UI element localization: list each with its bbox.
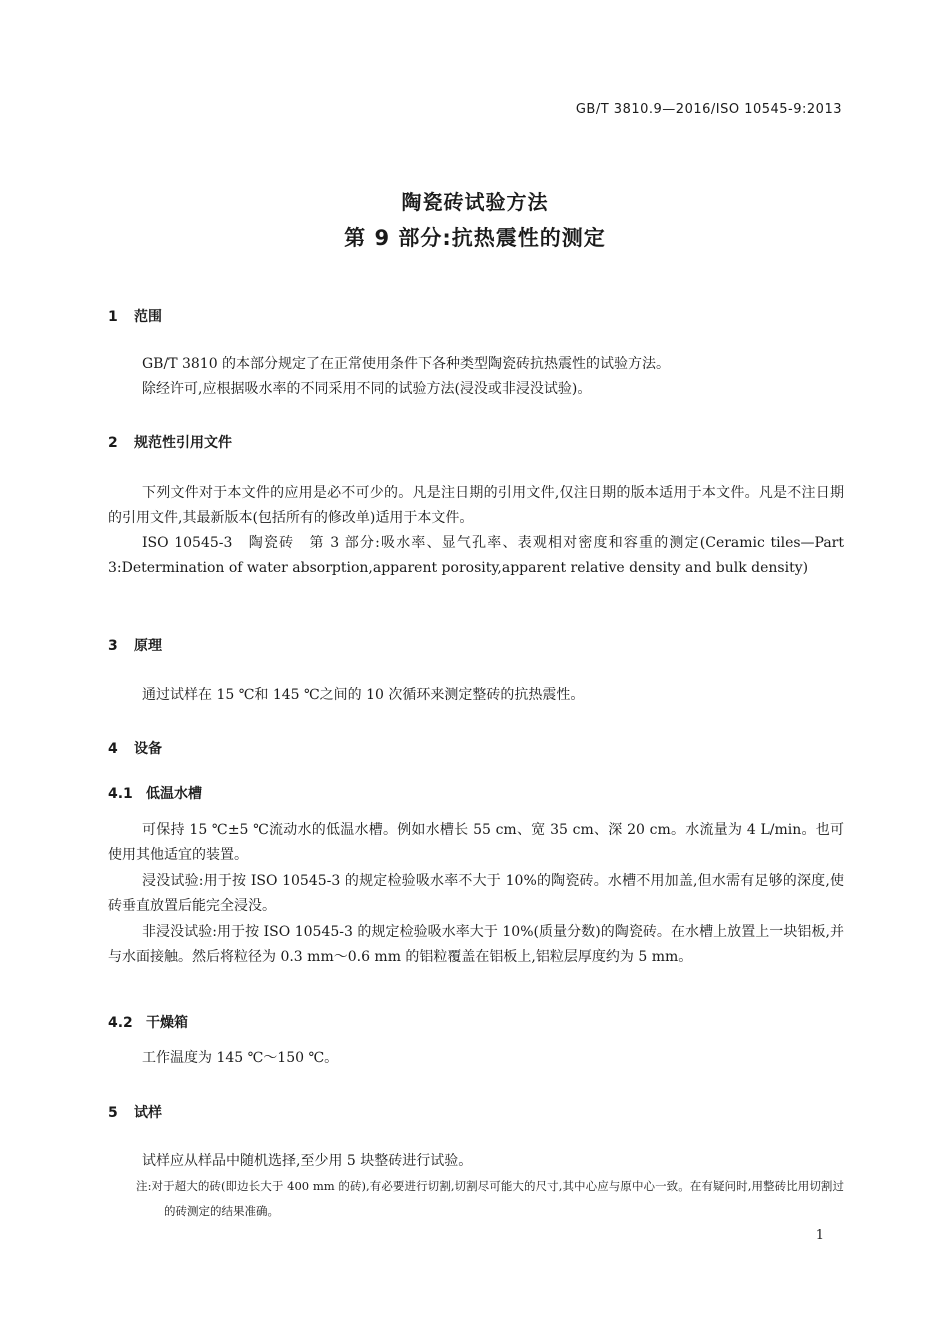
- section-number: 2: [108, 435, 118, 451]
- paragraph: 非浸没试验:用于按 ISO 10545-3 的规定检验吸水率大于 10%(质量分数)的陶瓷砖。在水槽上放置上一块铝板,并与水面接触。然后将粒径为 0.3 mm～0.6 mm 的铝粒覆盖在铝板上,铝粒层厚度约为 5 mm。: [108, 924, 844, 965]
- section-title: 设备: [134, 741, 162, 757]
- subsection-number: 4.1: [108, 786, 133, 802]
- paragraph: 通过试样在 15 ℃和 145 ℃之间的 10 次循环来测定整砖的抗热震性。: [142, 687, 585, 703]
- subsection-number: 4.2: [108, 1015, 133, 1031]
- standard-code: GB/T 3810.9—2016/ISO 10545-9:2013: [575, 102, 842, 117]
- paragraph: 浸没试验:用于按 ISO 10545-3 的规定检验吸水率不大于 10%的陶瓷砖。水槽不用加盖,但水需有足够的深度,使砖垂直放置后能完全浸没。: [108, 873, 844, 914]
- section-number: 1: [108, 309, 118, 325]
- section-number: 3: [108, 638, 118, 654]
- subsection-heading-drying-oven: [108, 1012, 188, 1032]
- document-subtitle: 第 9 部分:抗热震性的测定: [344, 226, 606, 250]
- section-heading-apparatus: [108, 738, 162, 758]
- paragraph: 除经许可,应根据吸水率的不同采用不同的试验方法(浸没或非浸没试验)。: [142, 381, 592, 397]
- document-title: 陶瓷砖试验方法: [401, 190, 549, 214]
- section-number: 4: [108, 741, 118, 757]
- section-heading-references: [108, 432, 232, 452]
- section-heading-principle: [108, 635, 162, 655]
- section-title: 范围: [134, 309, 162, 325]
- section-heading-scope: [108, 306, 162, 326]
- paragraph: 工作温度为 145 ℃～150 ℃。: [142, 1050, 339, 1066]
- reference-entry: ISO 10545-3 陶瓷砖 第 3 部分:吸水率、显气孔率、表观相对密度和容重的测定(Ceramic tiles—Part 3:Determination of water absorption,apparent porosity,apparent relative density and bulk density): [108, 535, 844, 576]
- subsection-heading-low-temp-tank: [108, 783, 202, 803]
- paragraph: 试样应从样品中随机选择,至少用 5 块整砖进行试验。: [142, 1153, 473, 1169]
- paragraph: GB/T 3810 的本部分规定了在正常使用条件下各种类型陶瓷砖抗热震性的试验方法。: [142, 356, 671, 372]
- section-number: 5: [108, 1105, 118, 1121]
- section-title: 试样: [134, 1105, 162, 1121]
- page-number: 1: [815, 1228, 824, 1243]
- section-heading-specimens: [108, 1102, 162, 1122]
- paragraph: 下列文件对于本文件的应用是必不可少的。凡是注日期的引用文件,仅注日期的版本适用于本文件。凡是不注日期的引用文件,其最新版本(包括所有的修改单)适用于本文件。: [108, 485, 844, 526]
- section-title: 规范性引用文件: [134, 435, 232, 451]
- paragraph: 可保持 15 ℃±5 ℃流动水的低温水槽。例如水槽长 55 cm、宽 35 cm、深 20 cm。水流量为 4 L/min。也可使用其他适宜的装置。: [108, 822, 844, 863]
- note: 注:对于超大的砖(即边长大于 400 mm 的砖),有必要进行切割,切割尽可能大的尺寸,其中心应与原中心一致。在有疑问时,用整砖比用切割过的砖测定的结果准确。: [136, 1179, 844, 1218]
- subsection-title: 干燥箱: [146, 1015, 188, 1031]
- subsection-title: 低温水槽: [146, 786, 202, 802]
- section-title: 原理: [134, 638, 162, 654]
